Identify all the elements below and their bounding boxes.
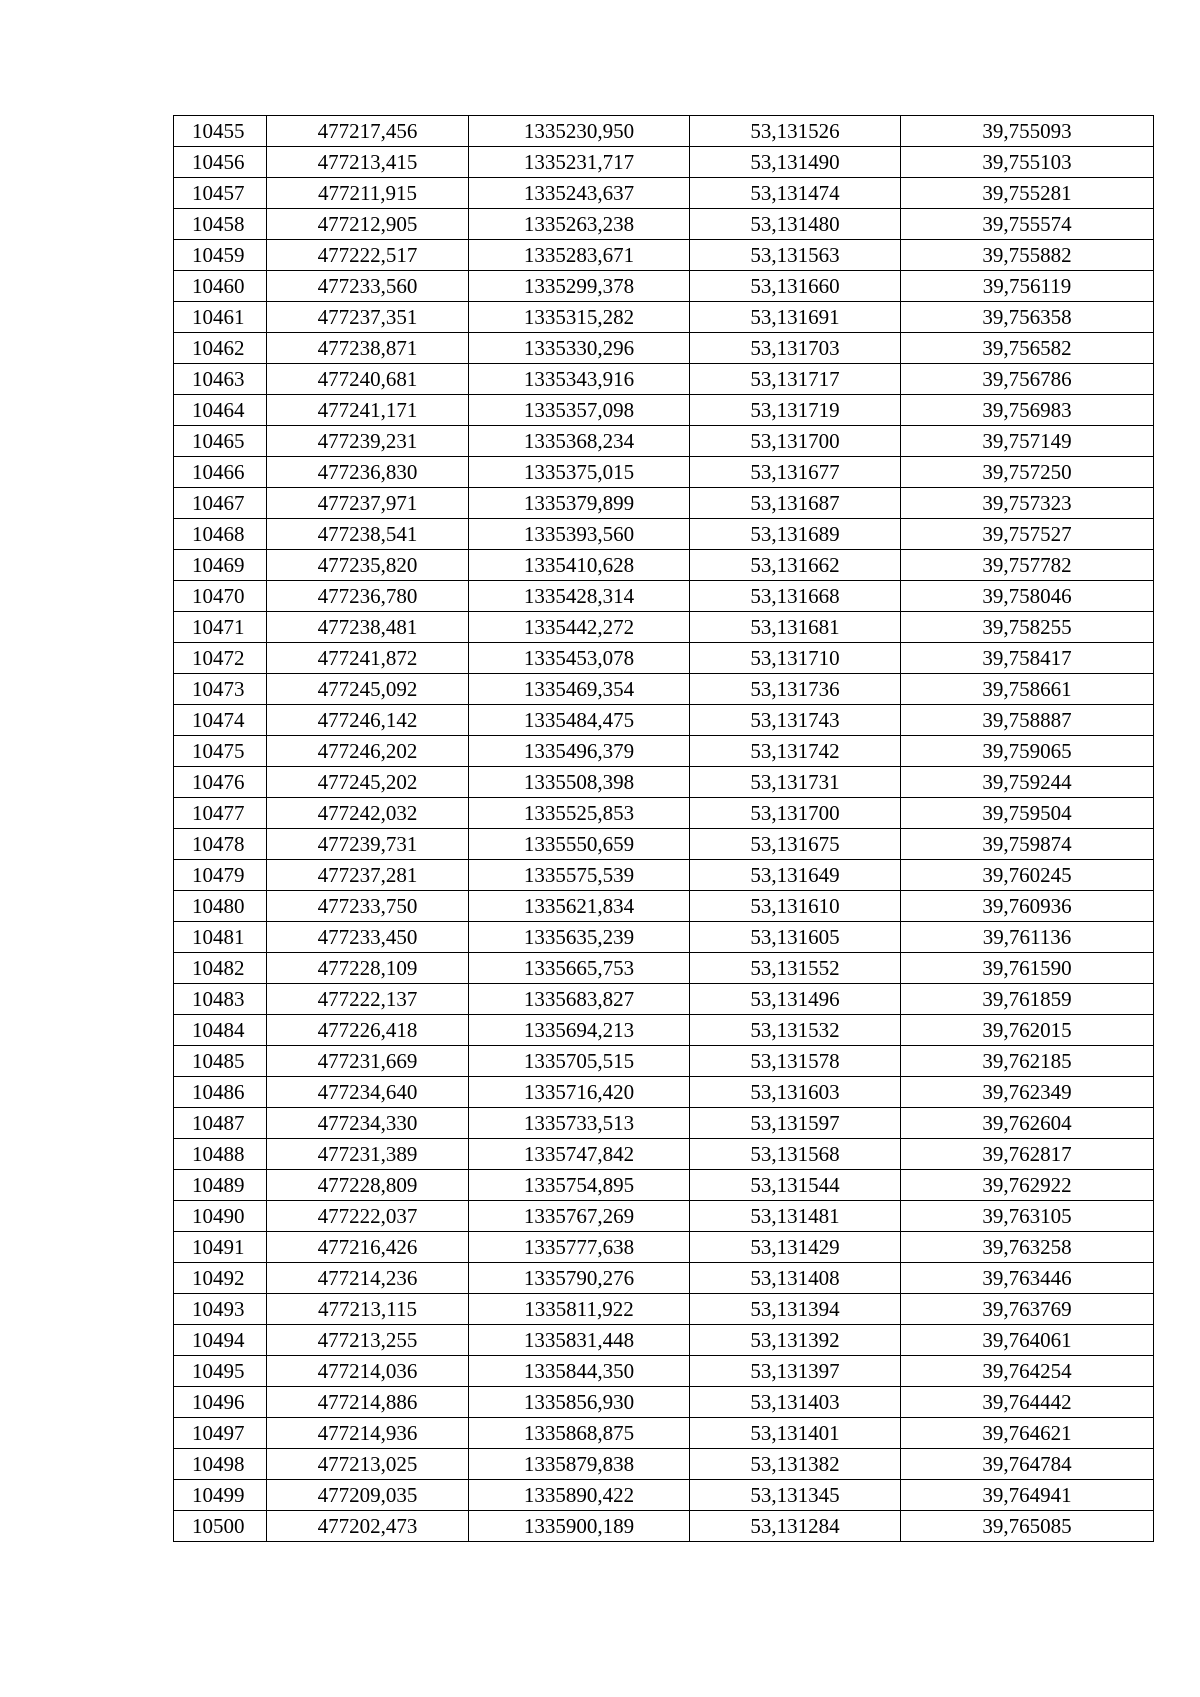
- x-coordinate-cell: 477228,109: [267, 953, 469, 984]
- longitude-cell: 39,761590: [901, 953, 1154, 984]
- y-coordinate-cell: 1335375,015: [469, 457, 690, 488]
- point-number-cell: 10500: [174, 1511, 267, 1542]
- point-number-cell: 10486: [174, 1077, 267, 1108]
- point-number-cell: 10463: [174, 364, 267, 395]
- point-number-cell: 10457: [174, 178, 267, 209]
- x-coordinate-cell: 477222,037: [267, 1201, 469, 1232]
- point-number-cell: 10477: [174, 798, 267, 829]
- x-coordinate-cell: 477214,236: [267, 1263, 469, 1294]
- y-coordinate-cell: 1335900,189: [469, 1511, 690, 1542]
- x-coordinate-cell: 477231,669: [267, 1046, 469, 1077]
- longitude-cell: 39,758661: [901, 674, 1154, 705]
- y-coordinate-cell: 1335856,930: [469, 1387, 690, 1418]
- latitude-cell: 53,131403: [690, 1387, 901, 1418]
- x-coordinate-cell: 477237,971: [267, 488, 469, 519]
- y-coordinate-cell: 1335428,314: [469, 581, 690, 612]
- point-number-cell: 10468: [174, 519, 267, 550]
- latitude-cell: 53,131480: [690, 209, 901, 240]
- x-coordinate-cell: 477238,541: [267, 519, 469, 550]
- y-coordinate-cell: 1335330,296: [469, 333, 690, 364]
- y-coordinate-cell: 1335831,448: [469, 1325, 690, 1356]
- longitude-cell: 39,764061: [901, 1325, 1154, 1356]
- longitude-cell: 39,755281: [901, 178, 1154, 209]
- longitude-cell: 39,758417: [901, 643, 1154, 674]
- point-number-cell: 10470: [174, 581, 267, 612]
- x-coordinate-cell: 477236,780: [267, 581, 469, 612]
- longitude-cell: 39,756983: [901, 395, 1154, 426]
- table-row: [174, 1418, 1154, 1449]
- table-row: [174, 1201, 1154, 1232]
- y-coordinate-cell: 1335716,420: [469, 1077, 690, 1108]
- longitude-cell: 39,759874: [901, 829, 1154, 860]
- y-coordinate-cell: 1335844,350: [469, 1356, 690, 1387]
- table-row: [174, 984, 1154, 1015]
- point-number-cell: 10480: [174, 891, 267, 922]
- longitude-cell: 39,755882: [901, 240, 1154, 271]
- x-coordinate-cell: 477214,936: [267, 1418, 469, 1449]
- table-row: [174, 674, 1154, 705]
- point-number-cell: 10496: [174, 1387, 267, 1418]
- longitude-cell: 39,758887: [901, 705, 1154, 736]
- latitude-cell: 53,131717: [690, 364, 901, 395]
- latitude-cell: 53,131429: [690, 1232, 901, 1263]
- latitude-cell: 53,131700: [690, 798, 901, 829]
- table-row: [174, 1139, 1154, 1170]
- longitude-cell: 39,761859: [901, 984, 1154, 1015]
- y-coordinate-cell: 1335368,234: [469, 426, 690, 457]
- latitude-cell: 53,131397: [690, 1356, 901, 1387]
- latitude-cell: 53,131526: [690, 116, 901, 147]
- longitude-cell: 39,756582: [901, 333, 1154, 364]
- point-number-cell: 10478: [174, 829, 267, 860]
- longitude-cell: 39,762015: [901, 1015, 1154, 1046]
- x-coordinate-cell: 477242,032: [267, 798, 469, 829]
- x-coordinate-cell: 477241,171: [267, 395, 469, 426]
- table-row: [174, 209, 1154, 240]
- table-row: [174, 922, 1154, 953]
- latitude-cell: 53,131490: [690, 147, 901, 178]
- y-coordinate-cell: 1335230,950: [469, 116, 690, 147]
- x-coordinate-cell: 477238,871: [267, 333, 469, 364]
- point-number-cell: 10465: [174, 426, 267, 457]
- point-number-cell: 10472: [174, 643, 267, 674]
- longitude-cell: 39,760936: [901, 891, 1154, 922]
- longitude-cell: 39,762817: [901, 1139, 1154, 1170]
- x-coordinate-cell: 477222,517: [267, 240, 469, 271]
- x-coordinate-cell: 477212,905: [267, 209, 469, 240]
- point-number-cell: 10495: [174, 1356, 267, 1387]
- y-coordinate-cell: 1335508,398: [469, 767, 690, 798]
- point-number-cell: 10479: [174, 860, 267, 891]
- longitude-cell: 39,762349: [901, 1077, 1154, 1108]
- y-coordinate-cell: 1335754,895: [469, 1170, 690, 1201]
- point-number-cell: 10489: [174, 1170, 267, 1201]
- longitude-cell: 39,757323: [901, 488, 1154, 519]
- table-row: [174, 860, 1154, 891]
- point-number-cell: 10458: [174, 209, 267, 240]
- table-row: [174, 829, 1154, 860]
- x-coordinate-cell: 477233,560: [267, 271, 469, 302]
- point-number-cell: 10475: [174, 736, 267, 767]
- table-row: [174, 395, 1154, 426]
- latitude-cell: 53,131731: [690, 767, 901, 798]
- y-coordinate-cell: 1335879,838: [469, 1449, 690, 1480]
- latitude-cell: 53,131691: [690, 302, 901, 333]
- table-row: [174, 953, 1154, 984]
- longitude-cell: 39,764621: [901, 1418, 1154, 1449]
- longitude-cell: 39,761136: [901, 922, 1154, 953]
- y-coordinate-cell: 1335283,671: [469, 240, 690, 271]
- x-coordinate-cell: 477226,418: [267, 1015, 469, 1046]
- latitude-cell: 53,131742: [690, 736, 901, 767]
- point-number-cell: 10462: [174, 333, 267, 364]
- latitude-cell: 53,131710: [690, 643, 901, 674]
- point-number-cell: 10481: [174, 922, 267, 953]
- table-row: [174, 798, 1154, 829]
- latitude-cell: 53,131689: [690, 519, 901, 550]
- latitude-cell: 53,131610: [690, 891, 901, 922]
- longitude-cell: 39,757527: [901, 519, 1154, 550]
- table-row: [174, 1232, 1154, 1263]
- table-row: [174, 302, 1154, 333]
- point-number-cell: 10482: [174, 953, 267, 984]
- y-coordinate-cell: 1335683,827: [469, 984, 690, 1015]
- longitude-cell: 39,763446: [901, 1263, 1154, 1294]
- point-number-cell: 10483: [174, 984, 267, 1015]
- latitude-cell: 53,131284: [690, 1511, 901, 1542]
- longitude-cell: 39,763769: [901, 1294, 1154, 1325]
- latitude-cell: 53,131668: [690, 581, 901, 612]
- table-row: [174, 1511, 1154, 1542]
- longitude-cell: 39,756358: [901, 302, 1154, 333]
- table-row: [174, 519, 1154, 550]
- x-coordinate-cell: 477213,255: [267, 1325, 469, 1356]
- x-coordinate-cell: 477234,640: [267, 1077, 469, 1108]
- latitude-cell: 53,131700: [690, 426, 901, 457]
- x-coordinate-cell: 477214,886: [267, 1387, 469, 1418]
- y-coordinate-cell: 1335733,513: [469, 1108, 690, 1139]
- x-coordinate-cell: 477240,681: [267, 364, 469, 395]
- x-coordinate-cell: 477235,820: [267, 550, 469, 581]
- point-number-cell: 10469: [174, 550, 267, 581]
- latitude-cell: 53,131544: [690, 1170, 901, 1201]
- latitude-cell: 53,131408: [690, 1263, 901, 1294]
- table-row: [174, 1356, 1154, 1387]
- x-coordinate-cell: 477241,872: [267, 643, 469, 674]
- table-row: [174, 1480, 1154, 1511]
- table-row: [174, 240, 1154, 271]
- y-coordinate-cell: 1335243,637: [469, 178, 690, 209]
- longitude-cell: 39,757250: [901, 457, 1154, 488]
- latitude-cell: 53,131743: [690, 705, 901, 736]
- table-row: [174, 1046, 1154, 1077]
- latitude-cell: 53,131481: [690, 1201, 901, 1232]
- latitude-cell: 53,131394: [690, 1294, 901, 1325]
- table-row: [174, 116, 1154, 147]
- x-coordinate-cell: 477239,731: [267, 829, 469, 860]
- longitude-cell: 39,757149: [901, 426, 1154, 457]
- latitude-cell: 53,131687: [690, 488, 901, 519]
- table-row: [174, 736, 1154, 767]
- x-coordinate-cell: 477217,456: [267, 116, 469, 147]
- table-row: [174, 457, 1154, 488]
- x-coordinate-cell: 477216,426: [267, 1232, 469, 1263]
- latitude-cell: 53,131552: [690, 953, 901, 984]
- latitude-cell: 53,131568: [690, 1139, 901, 1170]
- latitude-cell: 53,131392: [690, 1325, 901, 1356]
- point-number-cell: 10467: [174, 488, 267, 519]
- latitude-cell: 53,131496: [690, 984, 901, 1015]
- longitude-cell: 39,763258: [901, 1232, 1154, 1263]
- x-coordinate-cell: 477246,142: [267, 705, 469, 736]
- x-coordinate-cell: 477231,389: [267, 1139, 469, 1170]
- longitude-cell: 39,758046: [901, 581, 1154, 612]
- x-coordinate-cell: 477213,415: [267, 147, 469, 178]
- longitude-cell: 39,758255: [901, 612, 1154, 643]
- table-row: [174, 271, 1154, 302]
- x-coordinate-cell: 477236,830: [267, 457, 469, 488]
- x-coordinate-cell: 477202,473: [267, 1511, 469, 1542]
- x-coordinate-cell: 477213,025: [267, 1449, 469, 1480]
- table-row: [174, 1077, 1154, 1108]
- table-row: [174, 1387, 1154, 1418]
- longitude-cell: 39,764254: [901, 1356, 1154, 1387]
- longitude-cell: 39,764784: [901, 1449, 1154, 1480]
- y-coordinate-cell: 1335453,078: [469, 643, 690, 674]
- table-row: [174, 178, 1154, 209]
- table-row: [174, 705, 1154, 736]
- longitude-cell: 39,762604: [901, 1108, 1154, 1139]
- latitude-cell: 53,131532: [690, 1015, 901, 1046]
- x-coordinate-cell: 477237,351: [267, 302, 469, 333]
- y-coordinate-cell: 1335357,098: [469, 395, 690, 426]
- point-number-cell: 10460: [174, 271, 267, 302]
- point-number-cell: 10474: [174, 705, 267, 736]
- latitude-cell: 53,131563: [690, 240, 901, 271]
- x-coordinate-cell: 477239,231: [267, 426, 469, 457]
- x-coordinate-cell: 477234,330: [267, 1108, 469, 1139]
- x-coordinate-cell: 477245,092: [267, 674, 469, 705]
- table-row: [174, 643, 1154, 674]
- latitude-cell: 53,131578: [690, 1046, 901, 1077]
- latitude-cell: 53,131662: [690, 550, 901, 581]
- x-coordinate-cell: 477209,035: [267, 1480, 469, 1511]
- y-coordinate-cell: 1335868,875: [469, 1418, 690, 1449]
- longitude-cell: 39,755093: [901, 116, 1154, 147]
- longitude-cell: 39,759504: [901, 798, 1154, 829]
- point-number-cell: 10466: [174, 457, 267, 488]
- longitude-cell: 39,764941: [901, 1480, 1154, 1511]
- y-coordinate-cell: 1335299,378: [469, 271, 690, 302]
- y-coordinate-cell: 1335747,842: [469, 1139, 690, 1170]
- y-coordinate-cell: 1335575,539: [469, 860, 690, 891]
- longitude-cell: 39,759244: [901, 767, 1154, 798]
- longitude-cell: 39,755574: [901, 209, 1154, 240]
- x-coordinate-cell: 477228,809: [267, 1170, 469, 1201]
- table-row: [174, 1449, 1154, 1480]
- y-coordinate-cell: 1335525,853: [469, 798, 690, 829]
- latitude-cell: 53,131736: [690, 674, 901, 705]
- table-row: [174, 767, 1154, 798]
- coordinates-table-body: [174, 116, 1154, 1542]
- point-number-cell: 10498: [174, 1449, 267, 1480]
- table-row: [174, 1263, 1154, 1294]
- point-number-cell: 10494: [174, 1325, 267, 1356]
- point-number-cell: 10456: [174, 147, 267, 178]
- point-number-cell: 10464: [174, 395, 267, 426]
- y-coordinate-cell: 1335393,560: [469, 519, 690, 550]
- y-coordinate-cell: 1335621,834: [469, 891, 690, 922]
- table-row: [174, 1325, 1154, 1356]
- latitude-cell: 53,131345: [690, 1480, 901, 1511]
- table-row: [174, 1015, 1154, 1046]
- point-number-cell: 10476: [174, 767, 267, 798]
- point-number-cell: 10459: [174, 240, 267, 271]
- table-row: [174, 581, 1154, 612]
- point-number-cell: 10473: [174, 674, 267, 705]
- y-coordinate-cell: 1335777,638: [469, 1232, 690, 1263]
- x-coordinate-cell: 477246,202: [267, 736, 469, 767]
- longitude-cell: 39,765085: [901, 1511, 1154, 1542]
- table-row: [174, 1170, 1154, 1201]
- x-coordinate-cell: 477233,450: [267, 922, 469, 953]
- coordinates-table: [173, 115, 1154, 1542]
- point-number-cell: 10471: [174, 612, 267, 643]
- x-coordinate-cell: 477233,750: [267, 891, 469, 922]
- latitude-cell: 53,131703: [690, 333, 901, 364]
- y-coordinate-cell: 1335790,276: [469, 1263, 690, 1294]
- y-coordinate-cell: 1335410,628: [469, 550, 690, 581]
- latitude-cell: 53,131605: [690, 922, 901, 953]
- x-coordinate-cell: 477214,036: [267, 1356, 469, 1387]
- y-coordinate-cell: 1335315,282: [469, 302, 690, 333]
- point-number-cell: 10491: [174, 1232, 267, 1263]
- y-coordinate-cell: 1335550,659: [469, 829, 690, 860]
- longitude-cell: 39,755103: [901, 147, 1154, 178]
- table-row: [174, 333, 1154, 364]
- y-coordinate-cell: 1335231,717: [469, 147, 690, 178]
- y-coordinate-cell: 1335694,213: [469, 1015, 690, 1046]
- x-coordinate-cell: 477238,481: [267, 612, 469, 643]
- table-row: [174, 364, 1154, 395]
- y-coordinate-cell: 1335635,239: [469, 922, 690, 953]
- point-number-cell: 10487: [174, 1108, 267, 1139]
- latitude-cell: 53,131675: [690, 829, 901, 860]
- longitude-cell: 39,757782: [901, 550, 1154, 581]
- y-coordinate-cell: 1335263,238: [469, 209, 690, 240]
- y-coordinate-cell: 1335767,269: [469, 1201, 690, 1232]
- table-row: [174, 891, 1154, 922]
- y-coordinate-cell: 1335442,272: [469, 612, 690, 643]
- longitude-cell: 39,756119: [901, 271, 1154, 302]
- point-number-cell: 10455: [174, 116, 267, 147]
- point-number-cell: 10493: [174, 1294, 267, 1325]
- table-row: [174, 488, 1154, 519]
- y-coordinate-cell: 1335665,753: [469, 953, 690, 984]
- point-number-cell: 10490: [174, 1201, 267, 1232]
- y-coordinate-cell: 1335379,899: [469, 488, 690, 519]
- latitude-cell: 53,131401: [690, 1418, 901, 1449]
- longitude-cell: 39,759065: [901, 736, 1154, 767]
- table-row: [174, 426, 1154, 457]
- latitude-cell: 53,131677: [690, 457, 901, 488]
- point-number-cell: 10492: [174, 1263, 267, 1294]
- x-coordinate-cell: 477211,915: [267, 178, 469, 209]
- y-coordinate-cell: 1335890,422: [469, 1480, 690, 1511]
- longitude-cell: 39,762185: [901, 1046, 1154, 1077]
- y-coordinate-cell: 1335343,916: [469, 364, 690, 395]
- latitude-cell: 53,131382: [690, 1449, 901, 1480]
- y-coordinate-cell: 1335484,475: [469, 705, 690, 736]
- table-row: [174, 612, 1154, 643]
- longitude-cell: 39,763105: [901, 1201, 1154, 1232]
- longitude-cell: 39,764442: [901, 1387, 1154, 1418]
- latitude-cell: 53,131597: [690, 1108, 901, 1139]
- latitude-cell: 53,131649: [690, 860, 901, 891]
- y-coordinate-cell: 1335496,379: [469, 736, 690, 767]
- latitude-cell: 53,131603: [690, 1077, 901, 1108]
- longitude-cell: 39,756786: [901, 364, 1154, 395]
- y-coordinate-cell: 1335469,354: [469, 674, 690, 705]
- latitude-cell: 53,131474: [690, 178, 901, 209]
- y-coordinate-cell: 1335705,515: [469, 1046, 690, 1077]
- table-row: [174, 1108, 1154, 1139]
- x-coordinate-cell: 477213,115: [267, 1294, 469, 1325]
- x-coordinate-cell: 477222,137: [267, 984, 469, 1015]
- latitude-cell: 53,131681: [690, 612, 901, 643]
- x-coordinate-cell: 477245,202: [267, 767, 469, 798]
- point-number-cell: 10499: [174, 1480, 267, 1511]
- table-row: [174, 147, 1154, 178]
- point-number-cell: 10461: [174, 302, 267, 333]
- point-number-cell: 10485: [174, 1046, 267, 1077]
- point-number-cell: 10497: [174, 1418, 267, 1449]
- x-coordinate-cell: 477237,281: [267, 860, 469, 891]
- longitude-cell: 39,760245: [901, 860, 1154, 891]
- table-row: [174, 550, 1154, 581]
- y-coordinate-cell: 1335811,922: [469, 1294, 690, 1325]
- longitude-cell: 39,762922: [901, 1170, 1154, 1201]
- table-row: [174, 1294, 1154, 1325]
- point-number-cell: 10488: [174, 1139, 267, 1170]
- latitude-cell: 53,131660: [690, 271, 901, 302]
- latitude-cell: 53,131719: [690, 395, 901, 426]
- point-number-cell: 10484: [174, 1015, 267, 1046]
